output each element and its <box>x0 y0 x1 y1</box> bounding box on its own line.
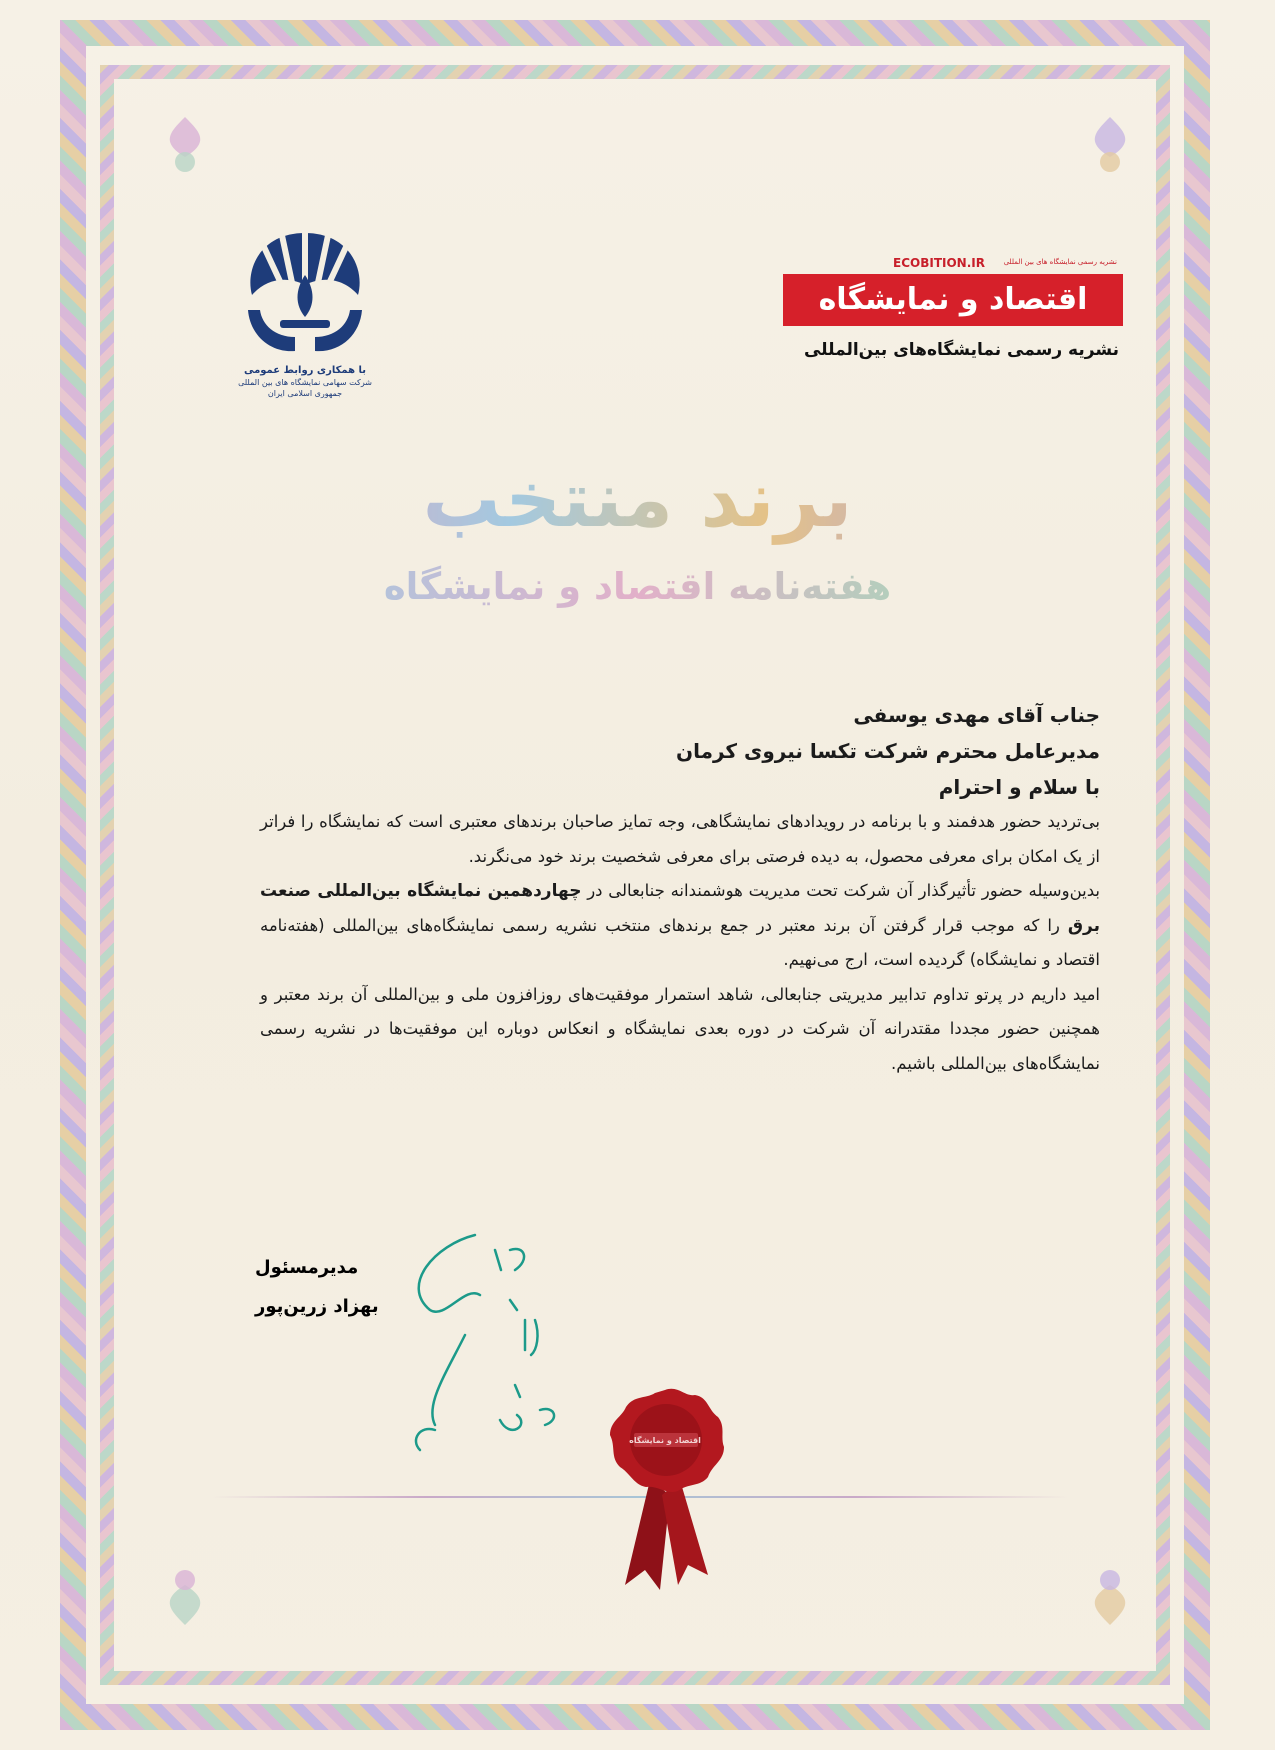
corner-ornament-bottom-left <box>150 1560 220 1630</box>
wax-seal-icon <box>600 1385 730 1595</box>
corner-ornament-bottom-right <box>1075 1560 1145 1630</box>
greeting: با سلام و احترام <box>938 775 1100 799</box>
paragraph-2 <box>260 874 1100 978</box>
publication-domain: ECOBITION.IR <box>893 256 985 270</box>
paragraph-2-intro: بدین‌وسیله حضور تأثیرگذار آن شرکت تحت مدیریت هوشمندانه جنابعالی در <box>581 881 1100 900</box>
certificate-subtitle: هفته‌نامه اقتصاد و نمایشگاه <box>0 565 1275 608</box>
logo-caption-company: شرکت سهامی نمایشگاه های بین المللی <box>238 378 372 387</box>
logo-caption-country: جمهوری اسلامی ایران <box>267 389 343 398</box>
certificate-title: برند منتخب <box>0 455 1275 545</box>
signatory-name: بهزاد زرین‌پور <box>255 1296 379 1317</box>
paragraph-2-rest: را که موجب قرار گرفتن آن برند معتبر در جمع برندهای منتخب نشریه رسمی نمایشگاه‌های بین‌المللی (هفته‌نامه اقتصاد و نمایشگاه) گردیده است، ارج می‌نهیم. <box>260 915 1100 969</box>
handwritten-signature-and-date <box>405 1225 625 1465</box>
exhibition-name: چهاردهمین نمایشگاه بین‌المللی صنعت برق <box>260 881 1100 936</box>
publication-tagline-small: نشریه رسمی نمایشگاه های بین المللی <box>1003 258 1117 266</box>
corner-ornament-top-left <box>150 112 220 182</box>
corner-ornament-top-right <box>1075 112 1145 182</box>
recipient-name: جناب آقای مهدی یوسفی <box>853 703 1100 727</box>
letter-body <box>260 697 1100 1081</box>
publication-subtitle: نشریه رسمی نمایشگاه‌های بین‌المللی <box>803 340 1119 360</box>
signatory-title: مدیرمسئول <box>255 1257 359 1278</box>
paragraph-3: امید داریم در پرتو تداوم تدابیر مدیریتی جنابعالی، شاهد استمرار موفقیت‌های روزافزون ملی و بین‌المللی آن برند معتبر و همچنین حضور مجددا مقتدرانه آن شرکت در دوره بعدی نمایشگاه و انعکاس دوباره این موفقیت‌ها در نشریه رسمی نمایشگاه‌های بین‌المللی باشیم. <box>260 984 1100 1073</box>
exhibition-company-logo <box>230 225 380 399</box>
hands-and-shell-emblem-icon <box>240 225 370 360</box>
paragraph-1: بی‌تردید حضور هدفمند و با برنامه در رویدادهای نمایشگاهی، وجه تمایز صاحبان برندهای معتبری است که نمایشگاه را فراتر از یک امکان برای معرفی محصول، به دیده فرصتی برای معرفی شخصیت برند خود می‌نگرند. <box>260 812 1100 866</box>
publication-masthead: اقتصاد و نمایشگاه <box>783 274 1123 326</box>
logo-caption-cooperation: با همکاری روابط عمومی <box>243 365 367 376</box>
wax-seal-text: اقتصاد و نمایشگاه <box>629 1436 701 1445</box>
recipient-role: مدیرعامل محترم شرکت تکسا نیروی کرمان <box>676 739 1100 763</box>
